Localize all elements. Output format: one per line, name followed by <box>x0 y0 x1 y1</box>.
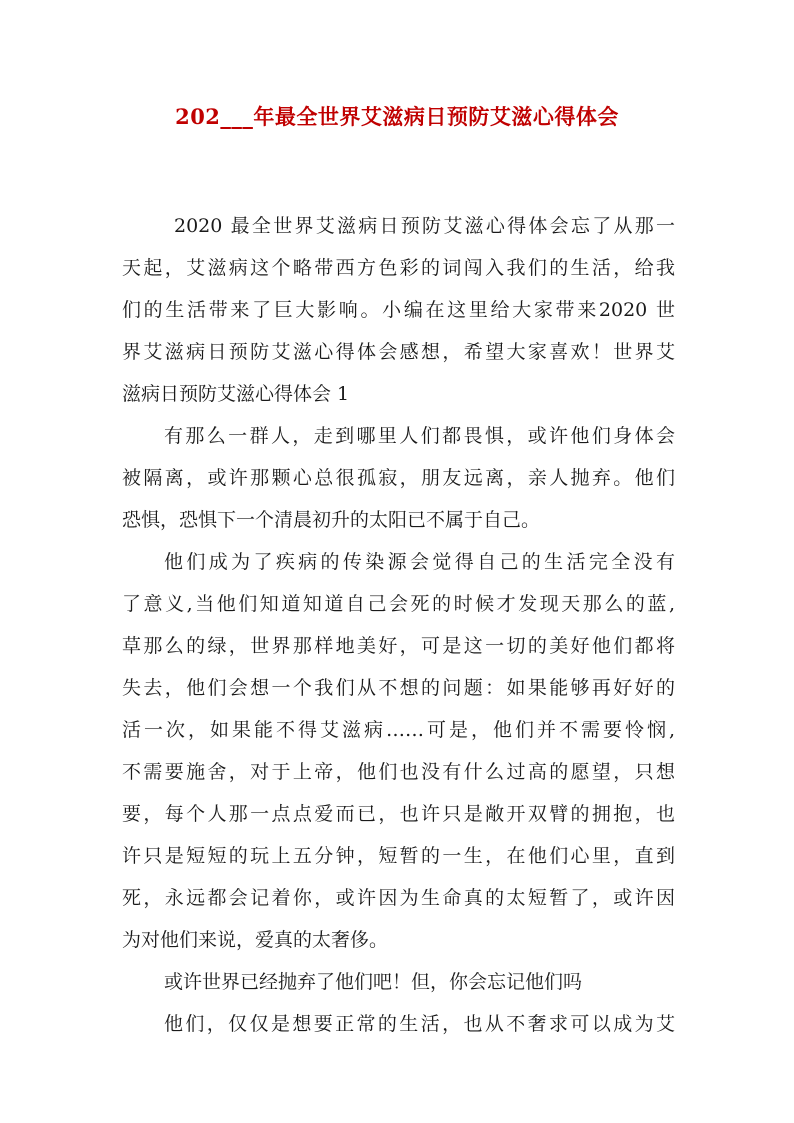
text-line: 失去，他们会想一个我们从不想的问题：如果能够再好好的 <box>122 677 675 699</box>
text-line: 他们成为了疾病的传染源会觉得自己的生活完全没有 <box>164 551 675 573</box>
text-line: 们的生活带来了巨大影响。小编在这里给大家带来2020 世 <box>122 299 675 321</box>
text-line: 了意义,当他们知道知道自己会死的时候才发现天那么的蓝, <box>122 593 675 615</box>
text-line: 要，每个人那一点点爱而已，也许只是敞开双臂的拥抱，也 <box>122 803 675 825</box>
text-line: 2020 最全世界艾滋病日预防艾滋心得体会忘了从那一 <box>174 215 675 237</box>
text-line: 有那么一群人，走到哪里人们都畏惧，或许他们身体会 <box>164 425 675 447</box>
text-line: 界艾滋病日预防艾滋心得体会感想，希望大家喜欢！世界艾 <box>122 341 675 363</box>
text-line: 滋病日预防艾滋心得体会 1 <box>122 383 350 405</box>
text-line: 许只是短短的玩上五分钟，短暂的一生，在他们心里，直到 <box>122 845 675 867</box>
text-line: 恐惧，恐惧下一个清晨初升的太阳已不属于自己。 <box>122 509 541 531</box>
text-line: 他们，仅仅是想要正常的生活，也从不奢求可以成为艾 <box>164 1013 675 1035</box>
text-line: 或许世界已经抛弃了他们吧！但，你会忘记他们吗 <box>164 971 583 993</box>
text-line: 天起，艾滋病这个略带西方色彩的词闯入我们的生活，给我 <box>122 257 675 279</box>
text-line: 活一次，如果能不得艾滋病……可是，他们并不需要怜悯, <box>122 719 675 741</box>
text-line: 死，永远都会记着你，或许因为生命真的太短暂了，或许因 <box>122 887 675 909</box>
document-title: 202___年最全世界艾滋病日预防艾滋心得体会 <box>175 104 619 129</box>
document-body <box>122 205 675 1045</box>
text-line: 被隔离，或许那颗心总很孤寂，朋友远离，亲人抛弃。他们 <box>122 467 675 489</box>
text-line: 草那么的绿，世界那样地美好，可是这一切的美好他们都将 <box>122 635 675 657</box>
text-line: 为对他们来说，爱真的太奢侈。 <box>122 929 389 951</box>
text-line: 不需要施舍，对于上帝，他们也没有什么过高的愿望，只想 <box>122 761 675 783</box>
